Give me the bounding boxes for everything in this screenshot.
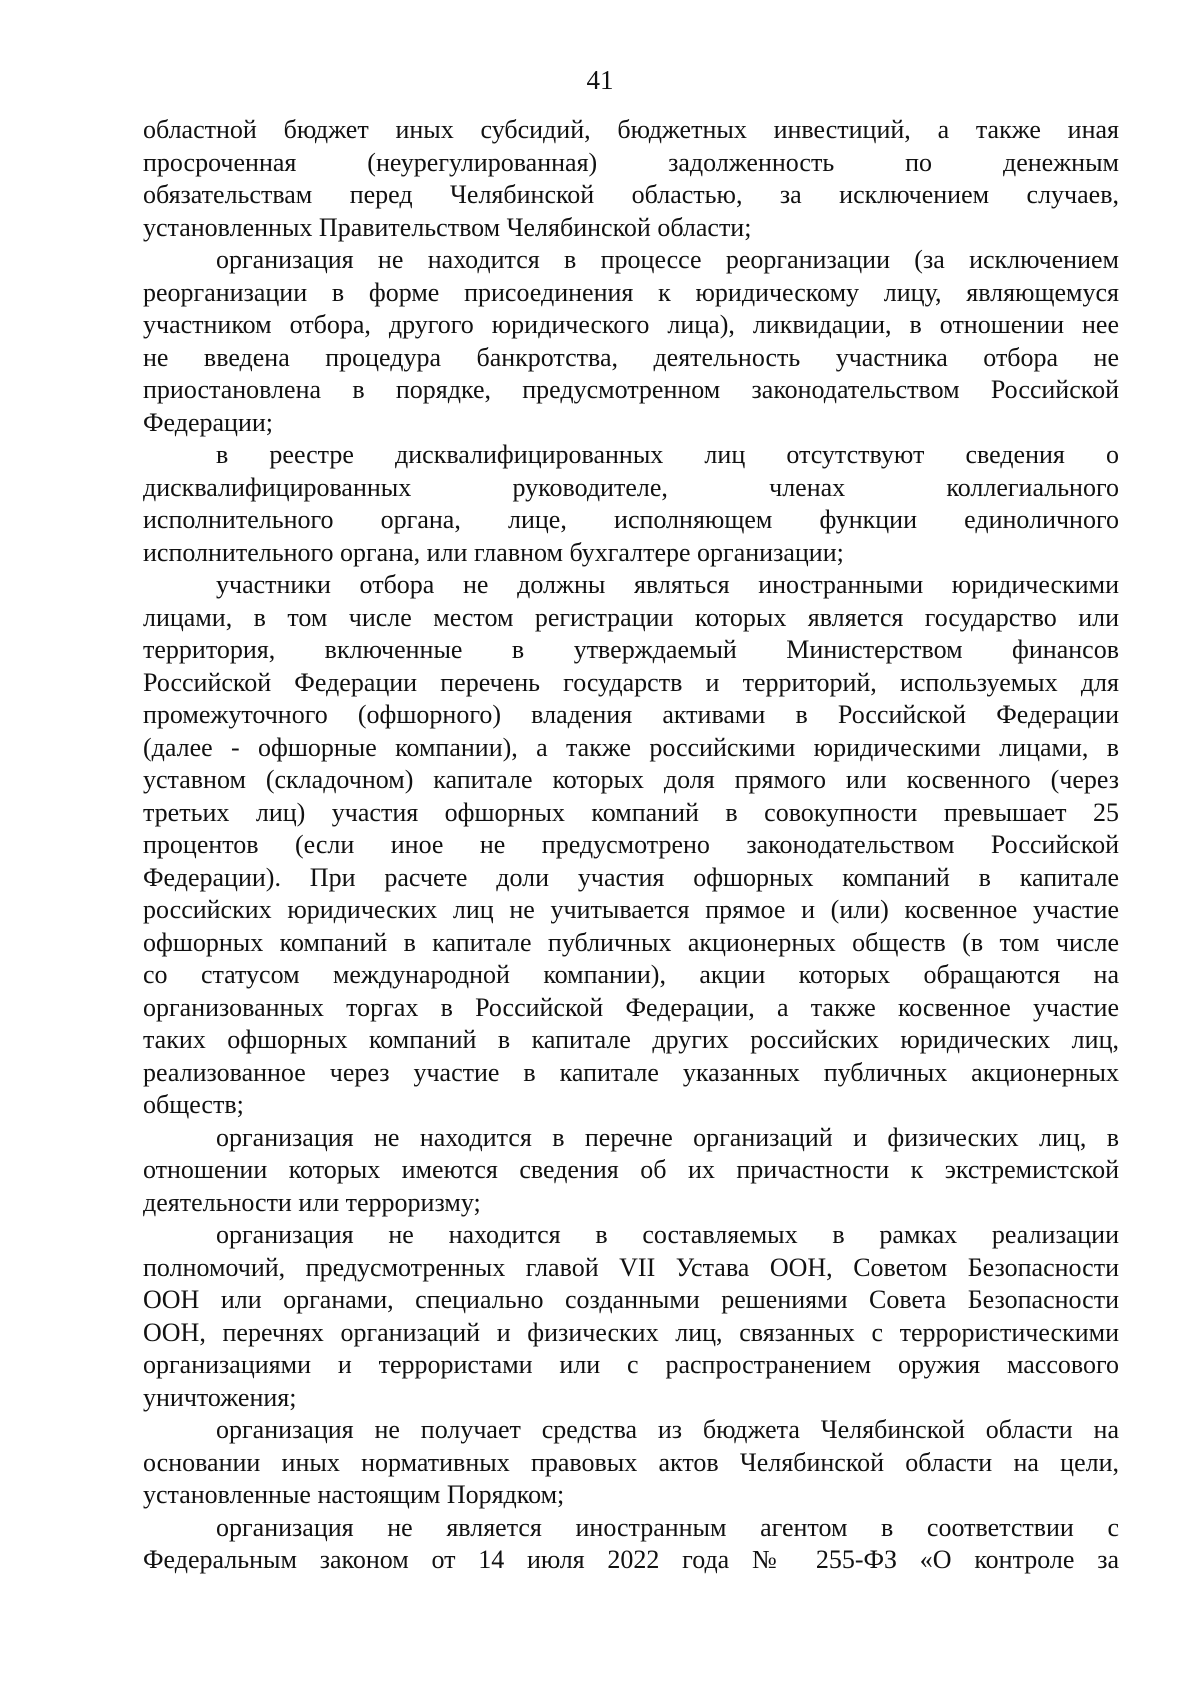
text-line: организация не является иностранным агентом в соответствии с: [216, 1512, 1119, 1542]
paragraph-disqualified: [143, 439, 1119, 569]
text-line: третьих лиц) участия офшорных компаний в совокупности превышает 25: [143, 797, 1119, 827]
text-line: ООН или органами, специально созданными решениями Совета Безопасности: [143, 1285, 1119, 1314]
paragraph-continuation: [143, 114, 1119, 244]
text-line: приостановлена в порядке, предусмотренном законодательством Российской: [143, 375, 1119, 404]
text-line: основании иных нормативных правовых актов Челябинской области на цели,: [143, 1447, 1119, 1477]
text-line: установленные настоящим Порядком;: [143, 1480, 565, 1509]
text-line: (далее - офшорные компании), а также российскими юридическими лицами, в: [143, 732, 1119, 762]
text-line: Федерации). При расчете доли участия офшорных компаний в капитале: [143, 862, 1119, 892]
paragraph-un-lists: [143, 1219, 1119, 1414]
document-body: [143, 114, 1119, 1577]
text-line: исполнительного органа, лице, исполняющем функции единоличного: [143, 505, 1119, 534]
text-line: в реестре дисквалифицированных лиц отсутствуют сведения о: [216, 440, 1119, 469]
text-line: дисквалифицированных руководителе, членах коллегиального: [143, 472, 1119, 502]
text-line: со статусом международной компании), акции которых обращаются на: [143, 960, 1119, 989]
text-line: просроченная (неурегулированная) задолженность по денежным: [143, 147, 1119, 177]
text-line: исполнительного органа, или главном бухгалтере организации;: [143, 537, 844, 567]
text-line: реализованное через участие в капитале указанных публичных акционерных: [143, 1057, 1119, 1087]
text-line: организация не находится в процессе реорганизации (за исключением: [216, 245, 1119, 274]
text-line: уничтожения;: [143, 1382, 297, 1412]
text-line: деятельности или терроризму;: [143, 1187, 481, 1217]
paragraph-reorganization: [143, 244, 1119, 439]
text-line: лицами, в том числе местом регистрации которых является государство или: [143, 602, 1119, 632]
text-line: отношении которых имеются сведения об их причастности к экстремистской: [143, 1155, 1119, 1184]
text-line: организациями и террористами или с распространением оружия массового: [143, 1350, 1119, 1379]
text-line: офшорных компаний в капитале публичных акционерных обществ (в том числе: [143, 927, 1119, 957]
text-line: Федерации;: [143, 407, 274, 437]
text-line: территория, включенные в утверждаемый Министерством финансов: [143, 635, 1119, 664]
text-line: участником отбора, другого юридического лица), ликвидации, в отношении нее: [143, 310, 1119, 339]
paragraph-foreign-agent: [143, 1512, 1119, 1577]
page-number: 41: [586, 65, 614, 95]
text-line: ООН, перечнях организаций и физических лиц, связанных с террористическими: [143, 1317, 1119, 1347]
text-line: организованных торгах в Российской Федерации, а также косвенное участие: [143, 992, 1119, 1022]
text-line: обязательствам перед Челябинской областью, за исключением случаев,: [143, 180, 1119, 209]
text-line: установленных Правительством Челябинской области;: [143, 212, 752, 242]
text-line: организация не находится в перечне организаций и физических лиц, в: [216, 1122, 1119, 1152]
text-line: обществ;: [143, 1090, 244, 1119]
paragraph-budget-funds: [143, 1414, 1119, 1512]
paragraph-extremism: [143, 1122, 1119, 1220]
text-line: Федеральным законом от 14 июля 2022 года № 255-ФЗ «О контроле за: [143, 1545, 1119, 1574]
paragraph-offshore: [143, 569, 1119, 1122]
text-line: полномочий, предусмотренных главой VII Устава ООН, Советом Безопасности: [143, 1252, 1119, 1282]
text-line: промежуточного (офшорного) владения активами в Российской Федерации: [143, 700, 1119, 729]
text-line: Российской Федерации перечень государств и территорий, используемых для: [143, 667, 1119, 697]
text-line: российских юридических лиц не учитывается прямое и (или) косвенное участие: [143, 895, 1119, 924]
text-line: таких офшорных компаний в капитале других российских юридических лиц,: [143, 1025, 1119, 1054]
text-line: организация не находится в составляемых в рамках реализации: [216, 1220, 1119, 1249]
text-line: участники отбора не должны являться иностранными юридическими: [216, 570, 1119, 599]
text-line: областной бюджет иных субсидий, бюджетных инвестиций, а также иная: [143, 115, 1119, 144]
text-line: организация не получает средства из бюджета Челябинской области на: [216, 1415, 1119, 1444]
text-line: не введена процедура банкротства, деятельность участника отбора не: [143, 342, 1119, 372]
text-line: уставном (складочном) капитале которых доля прямого или косвенного (через: [143, 765, 1119, 794]
text-line: реорганизации в форме присоединения к юридическому лицу, являющемуся: [143, 277, 1119, 307]
text-line: процентов (если иное не предусмотрено законодательством Российской: [143, 830, 1119, 859]
